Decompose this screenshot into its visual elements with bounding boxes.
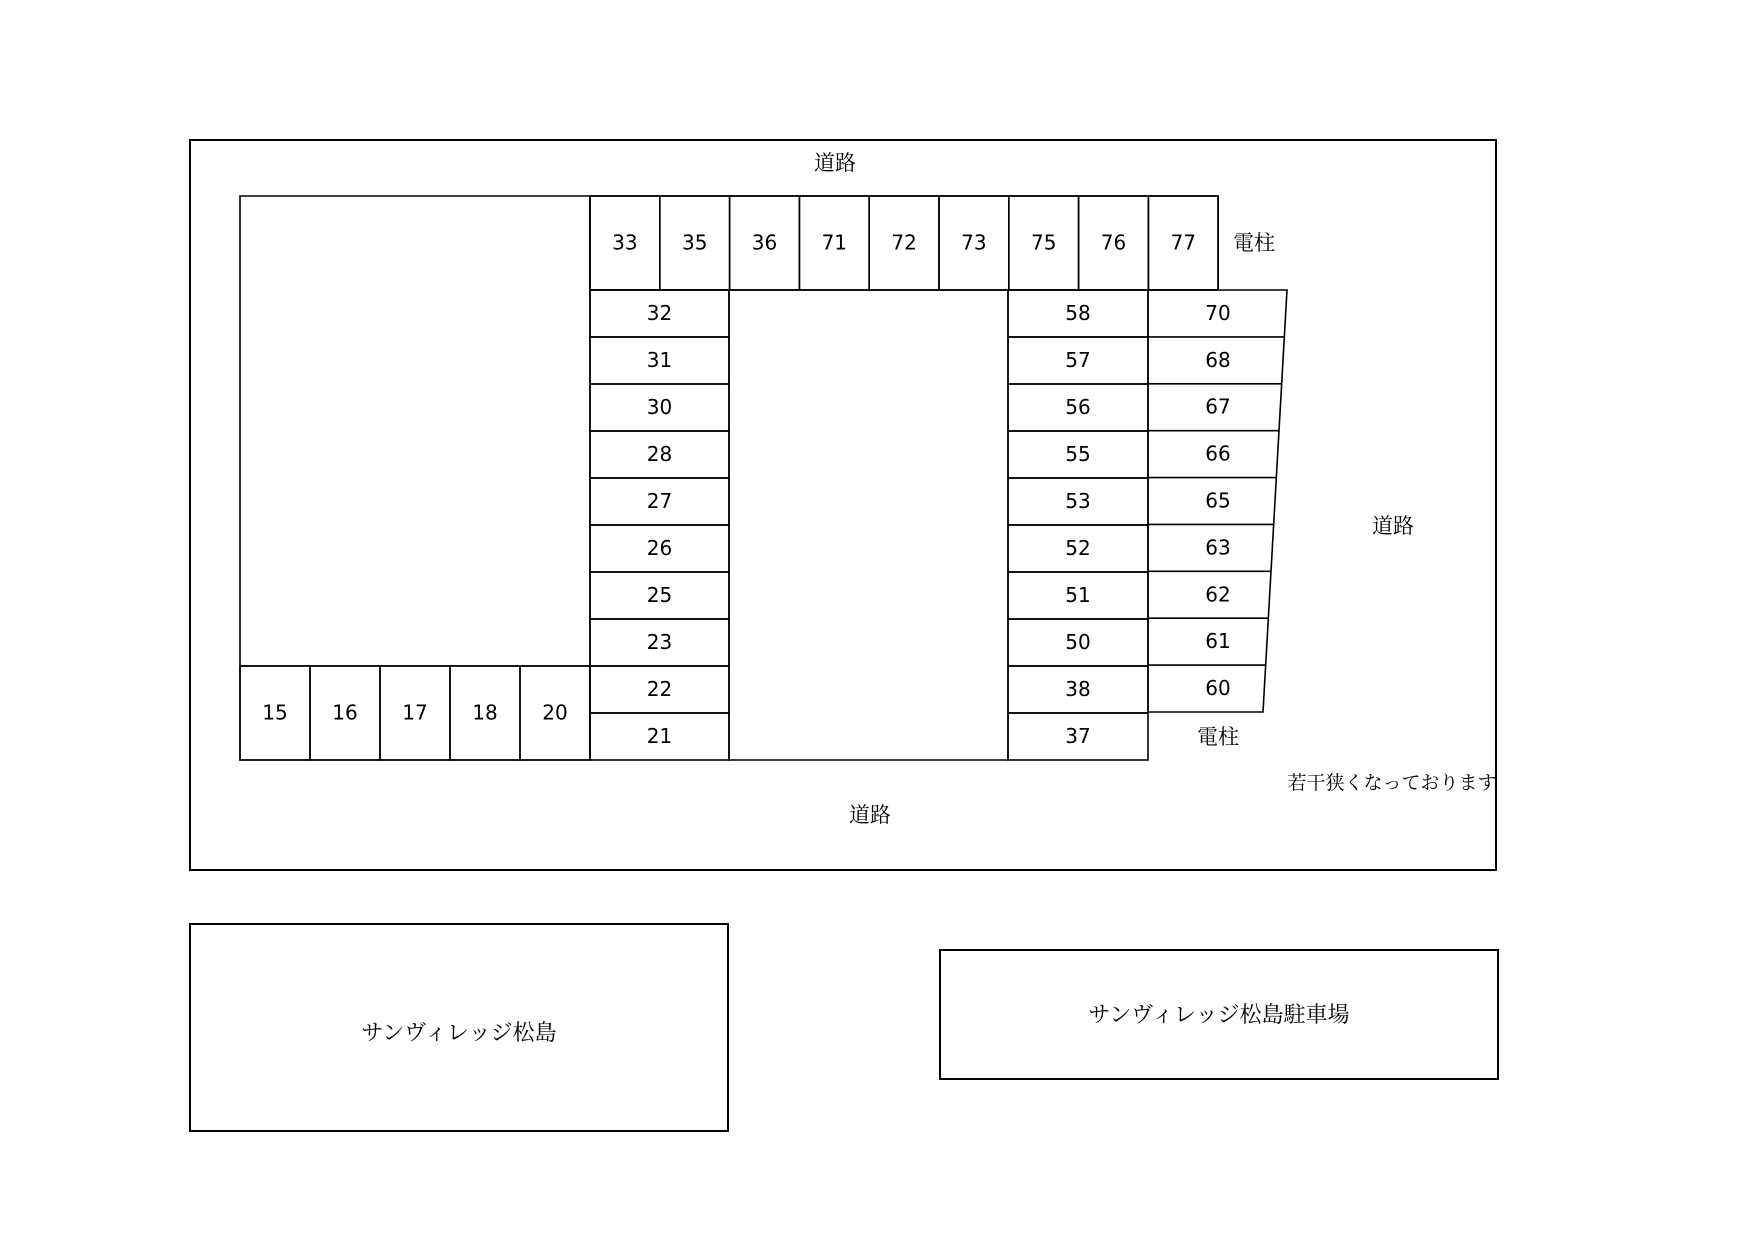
parking-space-63-number: 63 <box>1205 535 1231 560</box>
parking-space-67-number: 67 <box>1205 394 1231 419</box>
top-row-spaces <box>590 196 1218 290</box>
parking-space-36-number: 36 <box>751 230 778 255</box>
parking-space-17-number: 17 <box>402 700 428 725</box>
center-aisle-outline <box>729 290 1008 760</box>
left-column-spaces <box>590 290 729 760</box>
parking-space-20-number: 20 <box>542 700 568 725</box>
parking-space-25-number: 25 <box>646 583 673 607</box>
parking-space-68-number: 68 <box>1205 347 1231 372</box>
parking-space-38-number: 38 <box>1065 677 1091 701</box>
parking-space-33-number: 33 <box>612 230 638 255</box>
parking-space-55-number: 55 <box>1065 442 1091 466</box>
parking-space-61-number: 61 <box>1205 629 1231 654</box>
parking-space-52-number: 52 <box>1065 536 1091 560</box>
parking-space-75-number: 75 <box>1030 230 1057 255</box>
parking-space-72-number: 72 <box>891 230 917 255</box>
parking-space-23-number: 23 <box>646 630 673 654</box>
parking-space-53-number: 53 <box>1065 489 1091 513</box>
parking-space-57-number: 57 <box>1065 348 1091 372</box>
left-block-outline <box>240 196 590 760</box>
parking-space-51-number: 51 <box>1065 583 1091 607</box>
parking-space-70-number: 70 <box>1205 300 1231 325</box>
parking-space-31-number: 31 <box>646 348 673 372</box>
narrow-road-note: 若干狭くなっております <box>1287 772 1497 794</box>
parking-space-73-number: 73 <box>961 230 987 255</box>
utility-pole-label-top: 電柱 <box>1233 231 1275 255</box>
parking-space-15-number: 15 <box>262 700 288 725</box>
utility-pole-label-bottom: 電柱 <box>1197 725 1239 749</box>
parking-space-66-number: 66 <box>1205 441 1231 466</box>
parking-space-60-number: 60 <box>1205 676 1231 701</box>
road-label-bottom: 道路 <box>849 803 891 827</box>
parking-lot-label: サンヴィレッジ松島駐車場 <box>1088 1003 1350 1028</box>
parking-space-37-number: 37 <box>1065 724 1091 748</box>
parking-space-35-number: 35 <box>681 230 708 255</box>
middle-column-spaces <box>1008 290 1148 760</box>
parking-space-32-number: 32 <box>646 301 673 325</box>
parking-space-71-number: 71 <box>821 230 848 255</box>
bottom-left-row-spaces <box>240 666 590 760</box>
parking-space-77-number: 77 <box>1170 230 1197 255</box>
parking-space-50-number: 50 <box>1065 630 1091 654</box>
parking-space-58-number: 58 <box>1065 301 1091 325</box>
parking-space-62-number: 62 <box>1205 582 1231 607</box>
parking-space-30-number: 30 <box>646 395 673 419</box>
road-label-right: 道路 <box>1372 514 1414 538</box>
parking-space-27-number: 27 <box>646 489 673 513</box>
parking-space-16-number: 16 <box>332 700 358 725</box>
apartment-building-label: サンヴィレッジ松島 <box>361 1021 557 1046</box>
parking-space-76-number: 76 <box>1100 230 1127 255</box>
parking-space-28-number: 28 <box>646 442 673 466</box>
parking-space-18-number: 18 <box>472 700 498 725</box>
parking-space-21-number: 21 <box>646 724 673 748</box>
parking-space-56-number: 56 <box>1065 395 1091 419</box>
parking-space-22-number: 22 <box>646 677 673 701</box>
parking-space-65-number: 65 <box>1205 488 1231 513</box>
parking-space-26-number: 26 <box>646 536 673 560</box>
road-label-top: 道路 <box>814 151 856 175</box>
right-column-spaces <box>1148 301 1284 700</box>
